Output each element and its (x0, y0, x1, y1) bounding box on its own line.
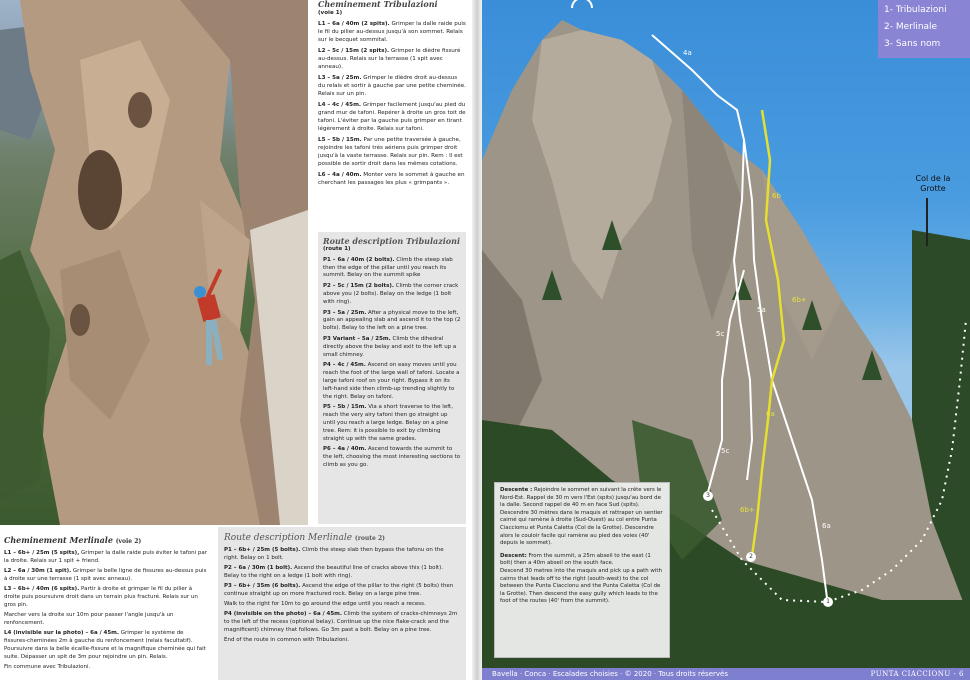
merlinale-fr-column (0, 527, 212, 680)
pitch-paragraph: P4 (invisible on the photo) – 6a / 45m. Climb the system of cracks-chimneys 2m to the left of the recess (optional belay). Continue up the nice flake-crack and the magnificent) chimney that follows. Go 3m past a bolt. Belay on a pine tree. (224, 611, 458, 633)
legend-item: 1- Tribulazioni (884, 5, 947, 15)
grade-label: 6b+ (740, 506, 755, 514)
book-gutter (472, 0, 482, 680)
pitch-paragraph: L3 – 5a / 25m. Grimper le dièdre droit au-dessus du relais et sortir à gauche par une petite cheminée. Relais sur un pin. (318, 75, 466, 97)
rock-wall-illustration (0, 0, 308, 525)
pitch-paragraph: L3 – 6b+ / 40m (6 spits). Partir à droite et grimper le fil du pilier à droite puis poursuivre droit dans un terrain plus fracturé. Relais sur un gros pin. (4, 586, 198, 608)
tribulazioni-en-box (318, 232, 466, 524)
section-heading: Cheminement Merlinale (voie 2) (4, 535, 142, 545)
pitch-paragraph: L5 – 5b / 15m. Par une petite traversée à gauche, rejoindre les tafoni très aériens puis grimper droit jusqu'à la vaste terrasse. Relais sur pin. Rem : Il est possible de sortir droit dans les mêmes cotations. (318, 137, 463, 167)
route-legend (878, 0, 970, 58)
grade-label: 4a (683, 49, 692, 57)
pitch-paragraph: P1 – 6b+ / 25m (5 bolts). Climb the steep slab then bypass the tafonu on the right. Belay on 1 bolt. (224, 547, 444, 561)
pitch-paragraph: Walk to the right for 10m to go around the edge until you reach a recess. (224, 601, 426, 607)
pitch-paragraph: P5 – 5b / 15m. Via a short traverse to the left, reach the very airy tafoni then go straight up until you reach a large ledge. Belay on a pine tree. Rem: it is possible to exit by climbing straight up with the same grades. (323, 404, 453, 442)
pitch-paragraph: End of the route in common with Tribulazioni. (224, 637, 349, 643)
pitch-paragraph: L4 (invisible sur la photo) – 6a / 45m. Grimper le système de fissures-cheminées 2m à gauche du renfoncement (relais facultatif). Poursuivre dans la belle écaille-fissure et la magnifique cheminée qui fait suite. Dépasser un spit de 3m pour rejoindre un pin. Relais. (4, 630, 206, 660)
pitch-paragraph: P2 – 5c / 15m (2 bolts). Climb the corner crack above you (2 bolts). Belay on the ledge (1 bolt with ring). (323, 283, 459, 305)
section-heading: Route description Tribulazioni (323, 236, 460, 246)
footer-copyright: Bavella · Conca · Escalades choisies · © 2020 · Tous droits réservés (492, 670, 728, 678)
grade-label: 6a (822, 522, 831, 530)
pitch-paragraph: P1 – 6a / 40m (2 bolts). Climb the steep slab then the edge of the pillar until you reach its summit. Belay on the summit spike (323, 256, 453, 279)
col-pointer-arrow (926, 198, 928, 246)
pitch-paragraph: L4 – 4c / 45m. Grimper facilement jusqu'au pied du grand mur de tafoni. Repérer à droite un gros toit de tafoni. L'éviter par la gauche puis grimper en tirant légèrement à droite. Relais sur tafoni. (318, 102, 466, 132)
descent-fr: Descente : Rejoindre le sommet en suivant la crête vers le Nord-Est. Rappel de 30 m vers l'Est (spits) jusqu'au bord de la dalle. Second rappel de 40 m en face Sud (spits). Descendre 30 mètres dans le maquis et rattraper un sentier cairné qui ramène à droite (Sud-Ouest) au col entre Punta Ciacciomu et Punta Caletta (Col de la Grotte). Descendre alors le couloir facile qui ramène au pied des voies (40' depuis le sommet). (500, 487, 663, 547)
descent-info-box (494, 482, 670, 658)
grade-label: 5c (716, 330, 725, 338)
section-heading: Route description Merlinale (route 2) (224, 533, 385, 543)
footer-page-title: PUNTA CIACCIONU - 6 (870, 670, 964, 678)
route-number-marker: 2 (746, 552, 756, 562)
legend-item: 3- Sans nom (884, 39, 941, 49)
tribulazioni-fr-column (318, 0, 466, 187)
grade-label: 5a (757, 306, 766, 314)
pitch-paragraph: Fin commune avec Tribulazioni. (4, 664, 91, 670)
section-heading: Cheminement Tribulazioni (318, 0, 438, 9)
col-de-la-grotte-label: Col de la Grotte (915, 174, 951, 193)
descent-en: Descent: From the summit, a 25m abseil to the east (1 bolt) then a 40m abseil on the south face. Descend 30 metres into the maquis and pick up a path with cairns that leads off to the right (south-west) to the col between the Punta Ciaccionu and the Punta Caletta (Col de la Grotte). Then descend the easy gully which leads to the foot of the routes (40' from the summit). (500, 552, 662, 605)
pitch-paragraph: L1 – 6a / 40m (2 spits). Grimper la dalle raide puis le fil du pilier au-dessus jusqu'à son sommet. Relais sur le becquet sommital. (318, 21, 466, 43)
pitch-paragraph: P2 – 6a / 30m (1 bolt). Ascend the beautiful line of cracks above this (1 bolt). Belay to the right on a ledge (1 bolt with ring). (224, 565, 444, 579)
grade-label: 6b+ (792, 296, 807, 304)
legend-item: 2- Merlinale (884, 22, 938, 32)
pitch-paragraph: L2 – 6a / 30m (1 spit). Grimper la belle ligne de fissures au-dessus puis à droite sur une terrasse (1 spit avec anneau). (4, 568, 207, 582)
section-subheading: (route 1) (323, 246, 351, 252)
pitch-paragraph: P3 Variant – 5a / 25m. Climb the dihedral directly above the belay and exit to the left up a small chimney. (323, 335, 457, 358)
pitch-paragraph: L6 – 4a / 40m. Monter vers le sommet à gauche en cherchant les passages les plus « grimpants ». (318, 172, 465, 186)
pitch-paragraph: P3 – 5a / 25m. After a physical move to the left, gain an appealing slab and ascend it to the top (2 bolts). Belay to the left on a pine tree. (323, 309, 461, 332)
route-number-marker: 3 (703, 491, 713, 501)
climber-photo (0, 0, 308, 525)
pitch-paragraph: P6 – 4a / 40m. Ascend towards the summit to the left, choosing the most interesting sections to climb as you go. (323, 446, 461, 468)
pitch-paragraph: P4 – 4c / 45m. Ascend on easy moves until you reach the foot of the large wall of tafoni. Locate a large tafoni roof on your right. Bypass it on its left-hand side then climb-up trending slightly to the right. Belay on tafoni. (323, 362, 460, 400)
page-footer (482, 668, 970, 680)
pitch-paragraph: L1 – 6b+ / 25m (5 spits), Grimper la dalle raide puis éviter le tafoni par la droite. Relais sur 1 spit + friend. (4, 550, 208, 564)
pitch-paragraph: L2 – 5c / 15m (2 spits). Grimper le dièdre fissuré au-dessus. Relais sur la terrasse (1 spit avec anneau). (318, 48, 461, 70)
grade-label: 6b (772, 192, 781, 200)
route-number-marker: 1 (823, 597, 833, 607)
merlinale-en-box (218, 527, 466, 680)
pitch-paragraph: Marcher vers la droite sur 10m pour passer l'angle jusqu'à un renfoncement. (4, 612, 174, 626)
section-subheading: (voie 1) (318, 10, 343, 16)
grade-label: 5c (721, 447, 730, 455)
grade-label: 6a (766, 410, 775, 418)
pitch-paragraph: P3 – 6b+ / 35m (6 bolts). Ascend the edge of the pillar to the right (5 bolts) then continue straight up on more fractured rock. Belay on a large pine tree. (224, 583, 454, 597)
